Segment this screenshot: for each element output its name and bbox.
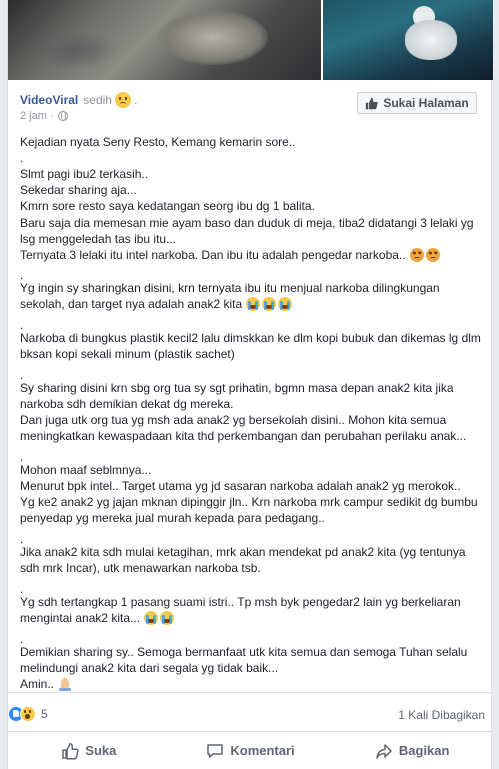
post-body-line [20, 545, 466, 559]
post-body-text: . [20, 632, 24, 646]
post-body-line [20, 661, 278, 675]
post-body-text: . [20, 318, 24, 332]
post-body-line [20, 318, 23, 332]
post-body-line [20, 479, 461, 493]
post-body-line [20, 582, 23, 596]
share-button[interactable] [331, 732, 493, 769]
post-body-line [20, 248, 440, 262]
post-body-line [20, 595, 461, 609]
like-page-label: Sukai Halaman [383, 96, 469, 110]
post-body-text: sdh mrk Incar), utk menawarkan narkoba tsb. [20, 561, 261, 575]
post-body-text: . [20, 151, 24, 165]
feeling-text[interactable]: sedih [83, 93, 112, 107]
post-body-line [20, 297, 292, 311]
post-body-line [20, 167, 148, 181]
sad-face-icon [115, 92, 131, 108]
post-body-text: Ternyata 3 lelaki itu intel narkoba. Dan ibu itu adalah pengedar narkoba.. [20, 248, 406, 262]
post-body-line [20, 347, 235, 361]
post-body-text: Demikian sharing sy.. Semoga bermanfaat utk kita semua dan semoga Tuhan selalu [20, 645, 468, 659]
post-body-line [20, 281, 440, 295]
post-body-text: Kejadian nyata Seny Resto, Kemang kemarin sore.. [20, 135, 296, 149]
post-photos [8, 0, 493, 80]
post-body-text: Baru saja dia memesan mie ayam baso dan duduk di meja, tiba2 didatangi 3 lelaki yg [20, 216, 474, 230]
post-body-line [20, 532, 23, 546]
post-body-text: . [20, 450, 24, 464]
post-body-line [20, 216, 474, 230]
post-body-line [20, 677, 72, 691]
post-body-line [20, 397, 233, 411]
post-body-line [20, 331, 481, 345]
post-body-text: meningkatkan kewaspadaan kita thd perkembangan dan perubahan perilaku anak... [20, 429, 467, 443]
post-body-text: Sekedar sharing aja... [20, 183, 137, 197]
crying-face-icon [246, 297, 260, 311]
post-body-line [20, 495, 478, 509]
post-photo-1[interactable] [8, 0, 321, 80]
post-body-text: Sy sharing disini krn sbg org tua sy sgt prihatin, bgmn masa depan anak2 kita jika [20, 381, 454, 395]
post-body-line [20, 183, 137, 197]
post-body-text: Mohon maaf seblmnya... [20, 463, 152, 477]
post-body-line [20, 368, 23, 382]
post-body-line [20, 463, 151, 477]
post-body-line [20, 511, 325, 525]
share-icon [375, 742, 393, 760]
post-body-text: Kmrn sore resto saya kedatangan seorg ibu dg 1 balita. [20, 199, 315, 213]
post-card [7, 0, 492, 769]
post-body-text: sekolah, dan target nya adalah anak2 kita [20, 297, 243, 311]
page-name-link[interactable]: VideoViral [20, 93, 79, 107]
post-body-text: . [20, 268, 24, 282]
post-body-text: . [20, 368, 24, 382]
post-body-text: lsg menggeledah tas ibu itu... [20, 232, 177, 246]
post-body-line [20, 632, 23, 646]
post-body-text: Dan juga utk org tua yg msh ada anak2 yg bersekolah disini.. Mohon kita semua [20, 413, 447, 427]
wow-reaction-icon [20, 706, 36, 722]
post-body-line [20, 645, 467, 659]
post-body-line [20, 268, 23, 282]
crying-face-icon [262, 297, 276, 311]
like-label: Suka [85, 743, 117, 758]
post-body-text: . [20, 582, 24, 596]
post-body-line [20, 611, 174, 625]
meta-separator: · [49, 110, 54, 122]
thumbs-up-icon [365, 97, 378, 110]
crying-face-icon [160, 611, 174, 625]
post-body-text: Amin.. [20, 677, 55, 691]
post-body-line [20, 450, 23, 464]
post-body-line [20, 413, 446, 427]
like-button[interactable] [8, 732, 170, 769]
post-body-text: Narkoba di bungkus plastik kecil2 lalu dimskkan ke dlm kopi bubuk dan dikemas lg dlm [20, 331, 481, 345]
post-body-text: . [20, 532, 24, 546]
thumbs-up-icon [61, 742, 79, 760]
praying-hands-icon [58, 677, 72, 691]
post-body-line [20, 381, 454, 395]
comment-button[interactable] [170, 732, 332, 769]
post-body-line [20, 561, 261, 575]
post-body-text: melindungi anak2 kita dari segala yg tidak baik... [20, 661, 279, 675]
post-body-text: Menurut bpk intel.. Target utama yg jd sasaran narkoba adalah anak2 yg merokok.. [20, 479, 461, 493]
feeling-suffix: . [133, 93, 138, 107]
post-body-line [20, 199, 315, 213]
comment-icon [206, 742, 224, 760]
post-body-text: Yg sdh tertangkap 1 pasang suami istri.. Tp msh byk pengedar2 lain yg berkeliaran [20, 595, 461, 609]
post-body-text: Slmt pagi ibu2 terkasih.. [20, 167, 149, 181]
angry-face-icon [410, 248, 424, 262]
post-body-text: Jika anak2 kita sdh mulai ketagihan, mrk akan mendekat pd anak2 kita (yg tentunya [20, 545, 466, 559]
post-body-text: Yg ingin sy sharingkan disini, krn ternyata ibu itu menjual narkoba dilingkungan [20, 281, 440, 295]
post-photo-2[interactable] [323, 0, 493, 80]
post-body-line [20, 135, 295, 149]
post-body-line [20, 232, 176, 246]
post-body-text: narkoba sdh demikian dekat dg mereka. [20, 397, 234, 411]
post-actions [8, 731, 493, 769]
comment-label: Komentari [230, 743, 295, 758]
globe-icon[interactable] [58, 111, 68, 121]
like-page-button[interactable] [357, 92, 477, 114]
crying-face-icon [278, 297, 292, 311]
share-label: Bagikan [398, 743, 450, 758]
reactions-summary[interactable] [8, 706, 48, 722]
post-body-line [20, 429, 466, 443]
angry-face-icon [426, 248, 440, 262]
post-body-line [20, 151, 23, 165]
post-body-text: penyedap yg mereka jual murah kepada para pedagang.. [20, 511, 325, 525]
post-body-text: bksan kopi sekali minum (plastik sachet) [20, 347, 235, 361]
post-body-text: mengintai anak2 kita... [20, 611, 141, 625]
crying-face-icon [144, 611, 158, 625]
share-count-link[interactable]: 1 Kali Dibagikan [398, 708, 485, 722]
post-timestamp[interactable]: 2 jam [20, 110, 47, 122]
reaction-count: 5 [41, 707, 48, 721]
post-body-text: Yg ke2 anak2 yg jajan mknan dipinggir jln.. Krn narkoba mrk campur sedikit dg bumbu [20, 495, 478, 509]
